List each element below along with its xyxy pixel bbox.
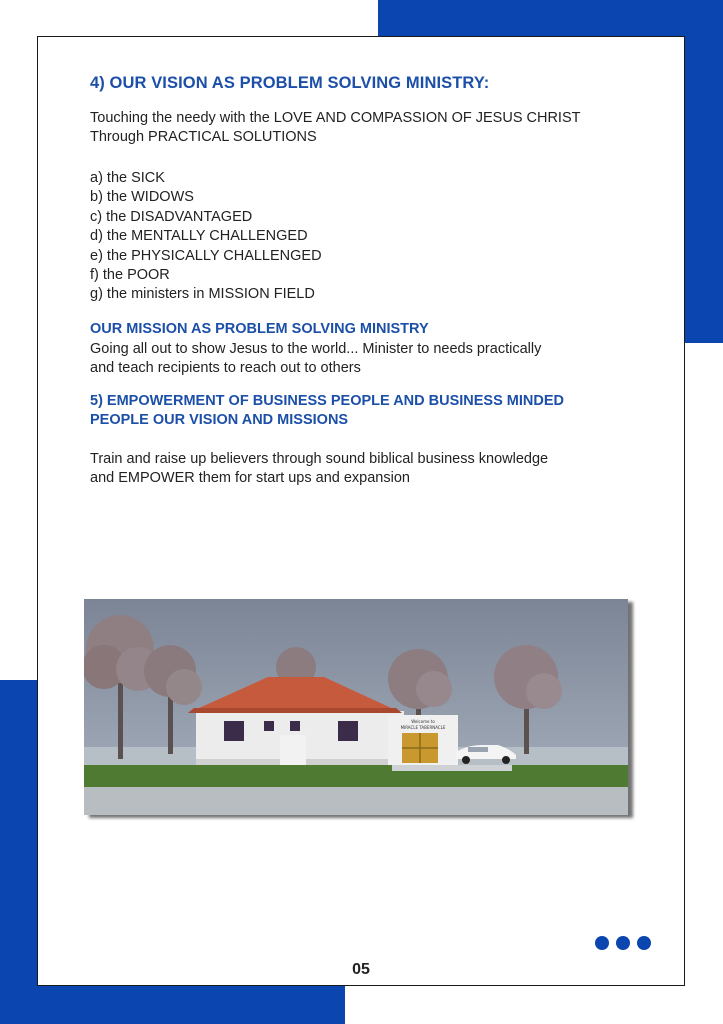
mission-line-2: and teach recipients to reach out to others xyxy=(90,360,361,377)
mission-heading: OUR MISSION AS PROBLEM SOLVING MINISTRY xyxy=(90,321,429,337)
mission-line-1: Going all out to show Jesus to the world... Minister to needs practically xyxy=(90,341,542,357)
pagination-dots xyxy=(595,936,651,950)
dot-icon xyxy=(637,936,651,950)
sign-line-2: MIRACLE TABERNACLE xyxy=(400,725,446,730)
list-item: b) the WIDOWS xyxy=(90,189,194,206)
page xyxy=(37,36,685,986)
list-item: c) the DISADVANTAGED xyxy=(90,208,253,225)
list-item: f) the POOR xyxy=(90,267,170,284)
intro-line-2: Through PRACTICAL SOLUTIONS xyxy=(90,129,317,146)
list-item: d) the MENTALLY CHALLENGED xyxy=(90,228,308,245)
list-item: g) the ministers in MISSION FIELD xyxy=(90,286,315,303)
church-building-image xyxy=(84,599,628,815)
needy-list xyxy=(90,169,322,305)
section-5-line-1: Train and raise up believers through sound biblical business knowledge xyxy=(90,451,549,467)
dot-icon xyxy=(595,936,609,950)
section-5-heading-line-2: PEOPLE OUR VISION AND MISSIONS xyxy=(90,412,349,429)
section-4-intro xyxy=(90,109,581,148)
page-number: 05 xyxy=(352,961,370,978)
section-5-heading-line-1: 5) EMPOWERMENT OF BUSINESS PEOPLE AND BUSINESS MINDED xyxy=(90,393,564,409)
section-5-heading xyxy=(90,392,564,431)
mission-text xyxy=(90,340,541,379)
section-5-line-2: and EMPOWER them for start ups and expansion xyxy=(90,470,410,487)
list-item: a) the SICK xyxy=(90,170,165,186)
sign-line-1: Welcome to xyxy=(411,719,435,724)
section-4-heading: 4) OUR VISION AS PROBLEM SOLVING MINISTRY: xyxy=(90,74,490,92)
list-item: e) the PHYSICALLY CHALLENGED xyxy=(90,247,322,264)
church-building-illustration xyxy=(84,599,628,815)
section-5-text xyxy=(90,450,548,489)
intro-line-1: Touching the needy with the LOVE AND COMPASSION OF JESUS CHRIST xyxy=(90,110,581,126)
dot-icon xyxy=(616,936,630,950)
